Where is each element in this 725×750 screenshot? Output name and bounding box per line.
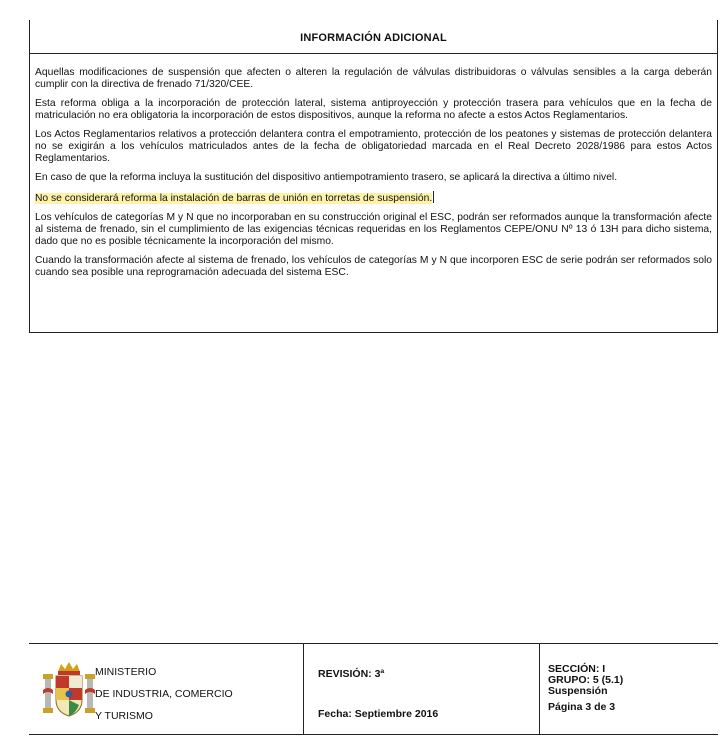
group-name: Suspensión (548, 685, 608, 697)
footer-revision-cell (304, 644, 540, 734)
paragraph-highlighted[interactable] (35, 191, 712, 205)
text-cursor (433, 191, 434, 203)
page-number: Página 3 de 3 (548, 701, 616, 713)
paragraph-front-protection: Los Actos Reglamentarios relativos a protección delantera contra el empotramiento, protección de los peatones y sistemas de protección delantera no se exigirán a los vehículos matriculados antes de la fecha de obligatoriedad marcada en el Real Decreto 2028/1986 para estos Actos Reglamentarios. (35, 129, 712, 164)
info-title: INFORMACIÓN ADICIONAL (30, 20, 717, 54)
paragraph-protection-obligation: Esta reforma obliga a la incorporación de protección lateral, sistema antiproyección y protección trasera para vehículos que en la fecha de matriculación no era obligatoria la incorporación de estos dispositivos, aunque la reforma no afecte a estos Actos Reglamentarios. (35, 98, 712, 121)
group-label: GRUPO: 5 (5.1) (548, 674, 624, 686)
paragraph-esc-reprogramming: Cuando la transformación afecte al sistema de frenado, los vehículos de categorías M y N que incorporen ESC de serie podrán ser reformados solo cuando sea posible una reprogramación adecuada del sistema ESC. (35, 255, 712, 278)
ministry-line: MINISTERIO (95, 666, 157, 678)
ministry-line: Y TURISMO (95, 710, 153, 722)
ministry-line: DE INDUSTRIA, COMERCIO (95, 688, 233, 700)
ministry-name (95, 661, 233, 727)
paragraph-rear-underrun: En caso de que la reforma incluya la sustitución del dispositivo antiempotramiento trasero, se aplicará la directiva a último nivel. (35, 172, 618, 183)
revision-label: REVISIÓN: 3ª (318, 668, 385, 680)
page-footer (29, 643, 718, 735)
section-info (548, 664, 623, 713)
additional-info-box (29, 20, 718, 333)
section-label: SECCIÓN: I (548, 663, 606, 675)
date-label: Fecha: Septiembre 2016 (318, 708, 439, 720)
info-body (30, 54, 717, 279)
footer-ministry-cell (29, 644, 304, 734)
highlighted-text[interactable]: No se considerará reforma la instalación de barras de unión en torretas de suspensión. (35, 193, 433, 204)
paragraph-esc-categories: Los vehículos de categorías M y N que no incorporaban en su construcción original el ESC, podrán ser reformados aunque la transformación afecte al sistema de frenado, sin el cumplimiento de las exigencias técnicas requeridas en los Reglamentos CEPE/ONU Nº 13 ó 13H para dicho sistema, dado que no es posible técnicamente la incorporación del mismo. (35, 212, 712, 247)
footer-section-cell (540, 644, 718, 734)
paragraph-valves: Aquellas modificaciones de suspensión que afecten o alteren la regulación de válvulas distribuidoras o válvulas sensibles a la carga deberán cumplir con la directiva de frenado 71/320/CEE. (35, 67, 712, 90)
spain-coat-of-arms-icon (43, 660, 95, 720)
